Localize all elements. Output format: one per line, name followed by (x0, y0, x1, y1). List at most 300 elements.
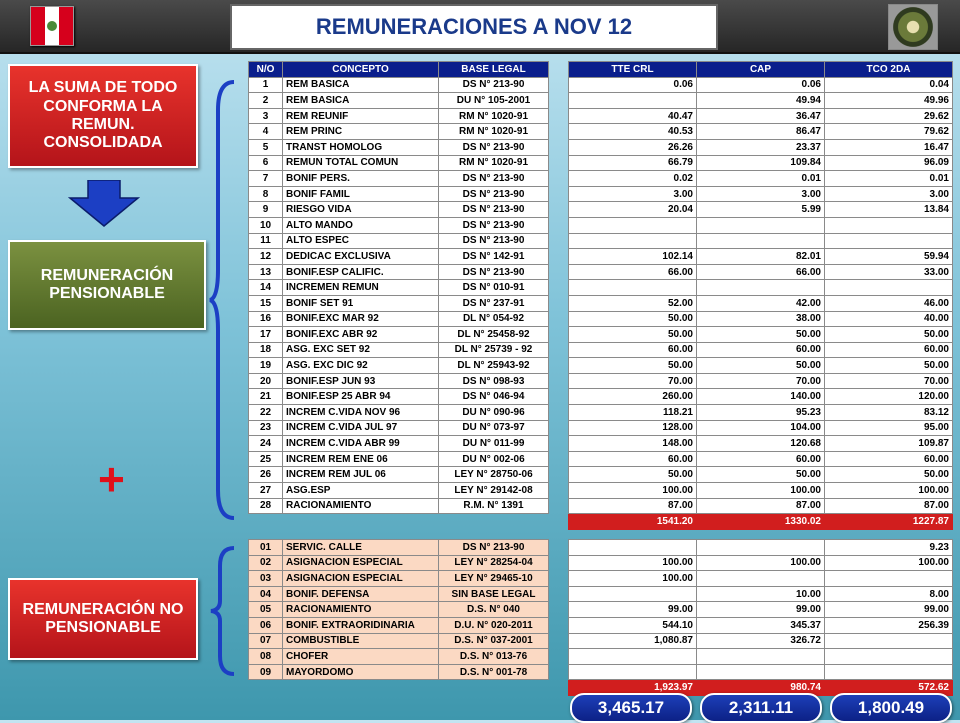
value-cell-tco-2da: 109.87 (825, 436, 953, 452)
col-header-tco-2da: TCO 2DA (825, 62, 953, 78)
table-row (249, 540, 549, 556)
subtotal-cap: 980.74 (697, 680, 825, 696)
legal-base-cell: RM N° 1020-91 (439, 108, 549, 124)
page-title: REMUNERACIONES A NOV 12 (230, 4, 718, 50)
value-cell-cap (697, 280, 825, 296)
legal-base-cell: DS N° 213-90 (439, 540, 549, 556)
row-number: 21 (249, 389, 283, 405)
value-cell-cap: 10.00 (697, 586, 825, 602)
concept-cell: INCREM C.VIDA JUL 97 (283, 420, 439, 436)
concept-cell: RIESGO VIDA (283, 202, 439, 218)
concept-cell: BONIF.ESP 25 ABR 94 (283, 389, 439, 405)
value-cell-cap: 100.00 (697, 483, 825, 499)
row-number: 8 (249, 186, 283, 202)
value-cell-tco-2da: 100.00 (825, 555, 953, 571)
concept-cell: RACIONAMIENTO (283, 498, 439, 514)
value-cell-cap: 66.00 (697, 264, 825, 280)
table-row (249, 649, 549, 665)
table-row (249, 498, 549, 514)
concept-cell: BONIF PERS. (283, 171, 439, 187)
concept-cell: BONIF SET 91 (283, 295, 439, 311)
subtotal-cap: 1330.02 (697, 514, 825, 530)
concept-cell: REM BASICA (283, 77, 439, 93)
value-cell-tte-crl: 70.00 (569, 373, 697, 389)
row-number: 2 (249, 93, 283, 109)
value-cell-tte-crl (569, 233, 697, 249)
table-row (569, 555, 953, 571)
legal-base-cell: DL N° 054-92 (439, 311, 549, 327)
subtotal-row (569, 514, 953, 530)
value-cell-cap: 345.37 (697, 617, 825, 633)
value-cell-tte-crl: 0.06 (569, 77, 697, 93)
concept-cell: BONIF.EXC ABR 92 (283, 327, 439, 343)
legal-base-cell: DU N° 002-06 (439, 451, 549, 467)
concept-cell: ASG.ESP (283, 483, 439, 499)
col-header-cap: CAP (697, 62, 825, 78)
legal-base-cell: R.M. N° 1391 (439, 498, 549, 514)
table-row (249, 264, 549, 280)
row-number: 05 (249, 602, 283, 618)
table-row (569, 467, 953, 483)
table-row (569, 264, 953, 280)
value-cell-cap: 38.00 (697, 311, 825, 327)
concept-cell: REM PRINC (283, 124, 439, 140)
table-row (249, 93, 549, 109)
grand-total-cap: 2,311.11 (700, 693, 822, 723)
legal-base-cell: DS N° 213-90 (439, 202, 549, 218)
row-number: 10 (249, 217, 283, 233)
grand-total-tco-2da: 1,800.49 (830, 693, 952, 723)
value-cell-tco-2da: 33.00 (825, 264, 953, 280)
concept-cell: INCREM C.VIDA ABR 99 (283, 436, 439, 452)
table-row (249, 633, 549, 649)
row-number: 1 (249, 77, 283, 93)
value-cell-tco-2da: 16.47 (825, 139, 953, 155)
value-cell-tco-2da: 50.00 (825, 467, 953, 483)
table-row (249, 155, 549, 171)
legal-base-cell: DL N° 25458-92 (439, 327, 549, 343)
legal-base-cell: SIN BASE LEGAL (439, 586, 549, 602)
value-cell-cap: 326.72 (697, 633, 825, 649)
concept-cell: RACIONAMIENTO (283, 602, 439, 618)
table-row (569, 186, 953, 202)
value-cell-tco-2da: 256.39 (825, 617, 953, 633)
value-cell-tte-crl (569, 280, 697, 296)
value-cell-tco-2da: 60.00 (825, 342, 953, 358)
table-row (249, 451, 549, 467)
row-number: 5 (249, 139, 283, 155)
non-pensionable-label: REMUNERACIÓN NO PENSIONABLE (8, 578, 198, 660)
concept-cell: REMUN TOTAL COMUN (283, 155, 439, 171)
value-cell-tte-crl: 3.00 (569, 186, 697, 202)
table-row (569, 420, 953, 436)
concept-cell: INCREM REM ENE 06 (283, 451, 439, 467)
table-row (249, 202, 549, 218)
value-cell-cap: 60.00 (697, 342, 825, 358)
value-cell-cap: 140.00 (697, 389, 825, 405)
value-cell-cap: 3.00 (697, 186, 825, 202)
concept-cell: COMBUSTIBLE (283, 633, 439, 649)
legal-base-cell: DS N° 010-91 (439, 280, 549, 296)
value-cell-tte-crl: 40.53 (569, 124, 697, 140)
table-row (569, 171, 953, 187)
table-row (569, 233, 953, 249)
table-row (569, 451, 953, 467)
value-cell-tte-crl: 50.00 (569, 358, 697, 374)
value-cell-cap: 0.06 (697, 77, 825, 93)
down-arrow-icon (68, 180, 140, 228)
concept-cell: BONIF FAMIL (283, 186, 439, 202)
concept-cell: ASIGNACION ESPECIAL (283, 571, 439, 587)
value-cell-tco-2da: 9.23 (825, 540, 953, 556)
legal-base-cell: DS N° 142-91 (439, 249, 549, 265)
value-cell-tte-crl (569, 649, 697, 665)
value-cell-tco-2da: 49.96 (825, 93, 953, 109)
concept-cell: BONIF. EXTRAORIDINARIA (283, 617, 439, 633)
concept-cell: TRANST HOMOLOG (283, 139, 439, 155)
value-cell-tco-2da: 70.00 (825, 373, 953, 389)
table-row (569, 483, 953, 499)
legal-base-cell: DU N° 011-99 (439, 436, 549, 452)
row-number: 14 (249, 280, 283, 296)
value-cell-tco-2da (825, 280, 953, 296)
table-row (569, 342, 953, 358)
table-row (249, 389, 549, 405)
table-row (569, 617, 953, 633)
legal-base-cell: DS N° 213-90 (439, 264, 549, 280)
army-emblem-icon (888, 4, 938, 50)
value-cell-tco-2da: 79.62 (825, 124, 953, 140)
table-row (249, 373, 549, 389)
legal-base-cell: RM N° 1020-91 (439, 155, 549, 171)
value-cell-tco-2da: 50.00 (825, 358, 953, 374)
consolidated-note: LA SUMA DE TODO CONFORMA LA REMUN. CONSOLIDADA (8, 64, 198, 168)
table-row (249, 280, 549, 296)
value-cell-cap: 95.23 (697, 405, 825, 421)
legal-base-cell: DS N° 237-91 (439, 295, 549, 311)
legal-base-cell: DS N° 213-90 (439, 77, 549, 93)
concept-cell: ALTO ESPEC (283, 233, 439, 249)
table-row (569, 93, 953, 109)
table-row (569, 77, 953, 93)
concept-cell: ASG. EXC DIC 92 (283, 358, 439, 374)
value-cell-cap (697, 233, 825, 249)
value-cell-cap: 70.00 (697, 373, 825, 389)
value-cell-tte-crl: 40.47 (569, 108, 697, 124)
value-cell-cap: 99.00 (697, 602, 825, 618)
value-cell-cap: 49.94 (697, 93, 825, 109)
value-cell-tco-2da (825, 633, 953, 649)
legal-base-cell: DS N° 213-90 (439, 171, 549, 187)
table-row (569, 202, 953, 218)
value-cell-tte-crl: 260.00 (569, 389, 697, 405)
table-row (569, 405, 953, 421)
value-cell-tco-2da: 100.00 (825, 483, 953, 499)
concept-cell: BONIF. DEFENSA (283, 586, 439, 602)
row-number: 3 (249, 108, 283, 124)
value-cell-cap: 100.00 (697, 555, 825, 571)
table-row (569, 358, 953, 374)
header-bar (0, 0, 960, 54)
table-row (249, 171, 549, 187)
row-number: 07 (249, 633, 283, 649)
value-cell-tco-2da: 3.00 (825, 186, 953, 202)
row-number: 22 (249, 405, 283, 421)
value-cell-cap (697, 649, 825, 665)
legal-base-cell: DL N° 25739 - 92 (439, 342, 549, 358)
row-number: 03 (249, 571, 283, 587)
table-row (569, 649, 953, 665)
grand-total-tte-crl: 3,465.17 (570, 693, 692, 723)
value-cell-tco-2da (825, 217, 953, 233)
value-cell-tte-crl: 66.00 (569, 264, 697, 280)
legal-base-cell: DS N° 213-90 (439, 217, 549, 233)
value-cell-tte-crl: 1,080.87 (569, 633, 697, 649)
table-row (569, 295, 953, 311)
table-row (569, 373, 953, 389)
row-number: 9 (249, 202, 283, 218)
subtotal-tte-crl: 1,923.97 (569, 680, 697, 696)
table-row (569, 249, 953, 265)
row-number: 08 (249, 649, 283, 665)
subtotal-tco-2da: 1227.87 (825, 514, 953, 530)
value-cell-cap: 104.00 (697, 420, 825, 436)
table-row (569, 108, 953, 124)
row-number: 24 (249, 436, 283, 452)
concept-cell: ALTO MANDO (283, 217, 439, 233)
table-row (569, 311, 953, 327)
concept-cell: BONIF.EXC MAR 92 (283, 311, 439, 327)
legal-base-cell: DU N° 090-96 (439, 405, 549, 421)
value-cell-tte-crl: 87.00 (569, 498, 697, 514)
value-cell-tte-crl: 20.04 (569, 202, 697, 218)
concept-cell: BONIF.ESP JUN 93 (283, 373, 439, 389)
value-cell-cap: 36.47 (697, 108, 825, 124)
value-cell-tte-crl: 99.00 (569, 602, 697, 618)
value-cell-tte-crl (569, 586, 697, 602)
value-cell-tte-crl: 100.00 (569, 571, 697, 587)
table-row (569, 498, 953, 514)
value-cell-cap (697, 540, 825, 556)
table-row (569, 664, 953, 680)
row-number: 18 (249, 342, 283, 358)
value-cell-tco-2da: 59.94 (825, 249, 953, 265)
table-row (249, 311, 549, 327)
table-row (249, 617, 549, 633)
legal-base-cell: RM N° 1020-91 (439, 124, 549, 140)
value-cell-cap: 0.01 (697, 171, 825, 187)
table-row (569, 124, 953, 140)
value-cell-tco-2da: 8.00 (825, 586, 953, 602)
legal-base-cell: LEY N° 29142-08 (439, 483, 549, 499)
legal-base-cell: D.S. N° 013-76 (439, 649, 549, 665)
value-cell-cap: 82.01 (697, 249, 825, 265)
value-cell-tte-crl: 544.10 (569, 617, 697, 633)
row-number: 25 (249, 451, 283, 467)
value-cell-tte-crl: 26.26 (569, 139, 697, 155)
legal-base-cell: DS N° 213-90 (439, 186, 549, 202)
subtotal-tco-2da: 572.62 (825, 680, 953, 696)
row-number: 06 (249, 617, 283, 633)
row-number: 4 (249, 124, 283, 140)
value-cell-cap: 120.68 (697, 436, 825, 452)
legal-base-cell: DS N° 046-94 (439, 389, 549, 405)
table-row (249, 139, 549, 155)
value-cell-tte-crl: 50.00 (569, 467, 697, 483)
row-number: 15 (249, 295, 283, 311)
legal-base-cell: DU N° 073-97 (439, 420, 549, 436)
legal-base-cell: LEY N° 28750-06 (439, 467, 549, 483)
table-row (569, 389, 953, 405)
brace-pensionable-icon (208, 80, 238, 520)
value-cell-cap: 23.37 (697, 139, 825, 155)
table-row (249, 483, 549, 499)
value-cell-cap: 50.00 (697, 467, 825, 483)
table-row (569, 571, 953, 587)
table-row (249, 217, 549, 233)
value-cell-cap: 87.00 (697, 498, 825, 514)
value-cell-tte-crl: 128.00 (569, 420, 697, 436)
table-row (569, 155, 953, 171)
concept-cell: DEDICAC EXCLUSIVA (283, 249, 439, 265)
value-cell-tte-crl: 118.21 (569, 405, 697, 421)
concept-cell: REM BASICA (283, 93, 439, 109)
row-number: 28 (249, 498, 283, 514)
concept-cell: INCREMEN REMUN (283, 280, 439, 296)
table-row (249, 602, 549, 618)
table-row (249, 124, 549, 140)
legal-base-cell: DU N° 105-2001 (439, 93, 549, 109)
value-cell-tco-2da: 87.00 (825, 498, 953, 514)
table-row (569, 436, 953, 452)
row-number: 27 (249, 483, 283, 499)
value-cell-cap: 5.99 (697, 202, 825, 218)
value-cell-cap (697, 571, 825, 587)
row-number: 09 (249, 664, 283, 680)
coat-of-arms-icon (47, 21, 57, 31)
value-cell-tco-2da: 0.01 (825, 171, 953, 187)
table-row (249, 342, 549, 358)
col-header-tte-crl: TTE CRL (569, 62, 697, 78)
concept-cell: INCREM C.VIDA NOV 96 (283, 405, 439, 421)
value-cell-tco-2da: 40.00 (825, 311, 953, 327)
value-cell-cap (697, 217, 825, 233)
plus-sign: + (98, 453, 125, 505)
table-row (249, 77, 549, 93)
table-row (249, 405, 549, 421)
table-row (249, 436, 549, 452)
row-number: 01 (249, 540, 283, 556)
value-cell-tco-2da: 95.00 (825, 420, 953, 436)
row-number: 26 (249, 467, 283, 483)
row-number: 16 (249, 311, 283, 327)
row-number: 7 (249, 171, 283, 187)
table-row (249, 467, 549, 483)
value-cell-tco-2da: 29.62 (825, 108, 953, 124)
value-cell-tte-crl: 60.00 (569, 342, 697, 358)
value-cell-tte-crl: 0.02 (569, 171, 697, 187)
row-number: 12 (249, 249, 283, 265)
table-row (249, 249, 549, 265)
legal-base-cell: DS N° 098-93 (439, 373, 549, 389)
value-cell-tco-2da: 120.00 (825, 389, 953, 405)
table-row (249, 186, 549, 202)
row-number: 13 (249, 264, 283, 280)
table-row (569, 633, 953, 649)
col-header-concepto: CONCEPTO (283, 62, 439, 78)
pensionable-values-table (568, 61, 953, 530)
concept-cell: CHOFER (283, 649, 439, 665)
value-cell-tte-crl: 60.00 (569, 451, 697, 467)
legal-base-cell: D.S. N° 037-2001 (439, 633, 549, 649)
value-cell-tco-2da (825, 233, 953, 249)
value-cell-tte-crl (569, 540, 697, 556)
table-row (249, 664, 549, 680)
value-cell-tco-2da (825, 664, 953, 680)
value-cell-tte-crl: 100.00 (569, 555, 697, 571)
table-row (249, 420, 549, 436)
value-cell-cap: 86.47 (697, 124, 825, 140)
concept-cell: INCREM REM JUL 06 (283, 467, 439, 483)
table-row (569, 139, 953, 155)
table-row (249, 233, 549, 249)
non-pensionable-concepts-table (248, 539, 549, 680)
value-cell-tco-2da: 0.04 (825, 77, 953, 93)
value-cell-cap: 42.00 (697, 295, 825, 311)
concept-cell: ASG. EXC SET 92 (283, 342, 439, 358)
non-pensionable-values-table (568, 539, 953, 696)
concept-cell: REM REUNIF (283, 108, 439, 124)
concept-cell: MAYORDOMO (283, 664, 439, 680)
row-number: 19 (249, 358, 283, 374)
table-row (569, 217, 953, 233)
row-number: 17 (249, 327, 283, 343)
concept-cell: SERVIC. CALLE (283, 540, 439, 556)
value-cell-tte-crl: 50.00 (569, 327, 697, 343)
table-row (569, 586, 953, 602)
value-cell-tte-crl: 52.00 (569, 295, 697, 311)
table-row (569, 602, 953, 618)
row-number: 02 (249, 555, 283, 571)
row-number: 6 (249, 155, 283, 171)
legal-base-cell: D.U. N° 020-2011 (439, 617, 549, 633)
legal-base-cell: LEY N° 29465-10 (439, 571, 549, 587)
legal-base-cell: DS N° 213-90 (439, 233, 549, 249)
value-cell-cap: 109.84 (697, 155, 825, 171)
value-cell-tte-crl: 148.00 (569, 436, 697, 452)
value-cell-cap (697, 664, 825, 680)
value-cell-tco-2da (825, 649, 953, 665)
subtotal-tte-crl: 1541.20 (569, 514, 697, 530)
value-cell-tco-2da: 46.00 (825, 295, 953, 311)
value-cell-cap: 60.00 (697, 451, 825, 467)
brace-non-pensionable-icon (208, 546, 238, 676)
legal-base-cell: DL N° 25943-92 (439, 358, 549, 374)
value-cell-tte-crl: 100.00 (569, 483, 697, 499)
table-row (249, 586, 549, 602)
row-number: 20 (249, 373, 283, 389)
table-row (569, 280, 953, 296)
value-cell-tte-crl: 50.00 (569, 311, 697, 327)
row-number: 23 (249, 420, 283, 436)
col-header-no: N/O (249, 62, 283, 78)
legal-base-cell: D.S. N° 040 (439, 602, 549, 618)
table-row (249, 571, 549, 587)
legal-base-cell: DS N° 213-90 (439, 139, 549, 155)
table-row (249, 295, 549, 311)
table-row (249, 358, 549, 374)
value-cell-tte-crl (569, 93, 697, 109)
